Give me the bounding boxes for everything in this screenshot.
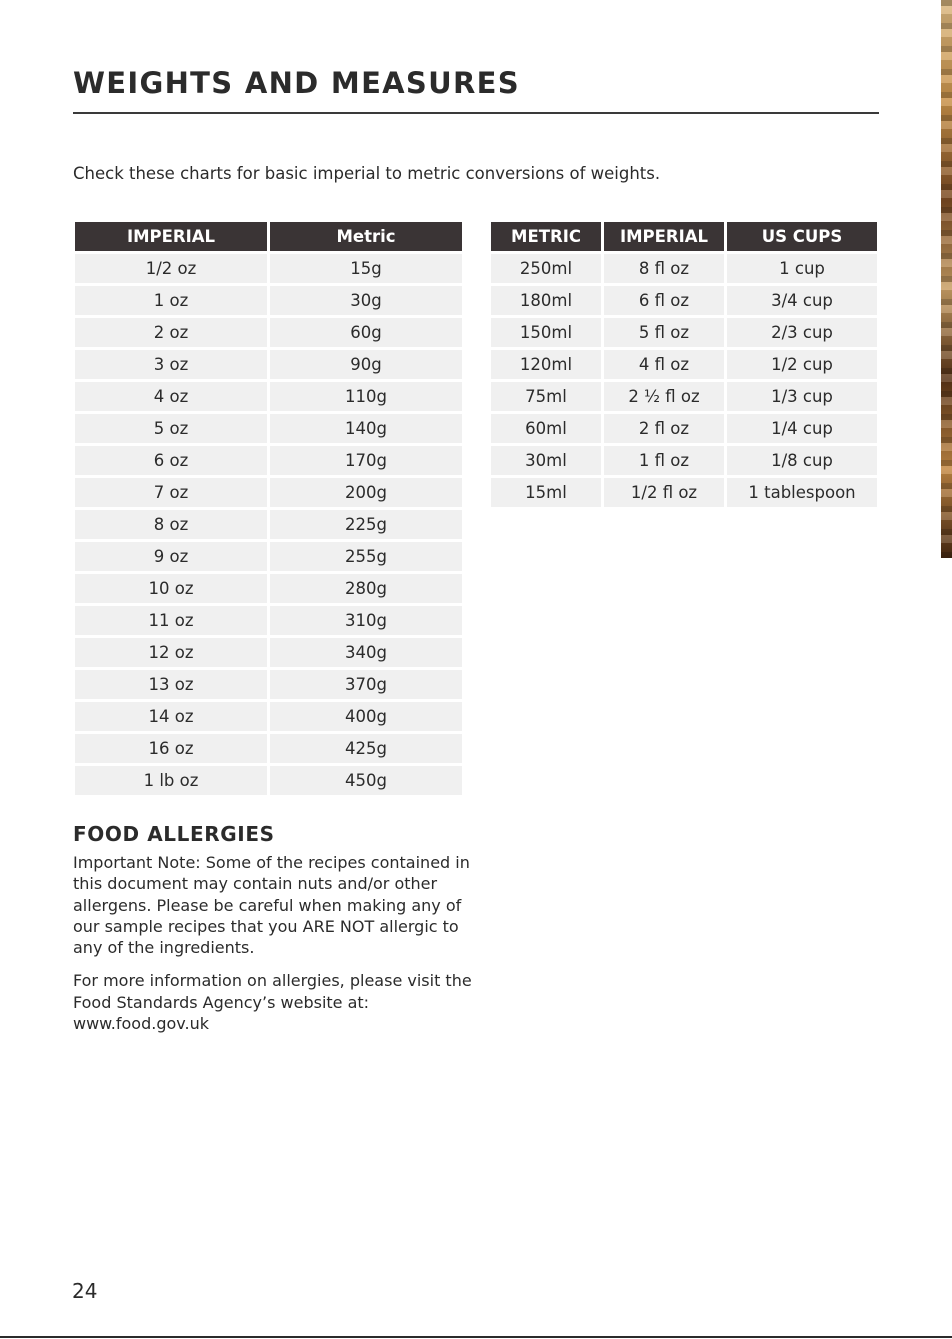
table-cell: 6 fl oz [604, 286, 724, 315]
intro-text: Check these charts for basic imperial to metric conversions of weights. [73, 164, 661, 183]
table-cell: 2/3 cup [727, 318, 877, 347]
table-row [491, 350, 877, 379]
page-number: 24 [72, 1279, 98, 1303]
table-cell: 180ml [491, 286, 601, 315]
table-cell: 8 fl oz [604, 254, 724, 283]
table-cell: 140g [270, 414, 462, 443]
table-row [75, 702, 462, 731]
allergies-info: For more information on allergies, please visit the Food Standards Agency’s website at: www.food.gov.uk [73, 971, 472, 1034]
table-cell: 170g [270, 446, 462, 475]
table-cell: 5 fl oz [604, 318, 724, 347]
allergies-heading: FOOD ALLERGIES [73, 822, 275, 846]
table-cell: 110g [270, 382, 462, 411]
table-row [75, 638, 462, 667]
table-cell: 4 oz [75, 382, 267, 411]
food-allergies-section [73, 822, 473, 1046]
table-row [75, 734, 462, 763]
table-row [491, 382, 877, 411]
table-row [75, 254, 462, 283]
table-row [75, 286, 462, 315]
table-cell: 14 oz [75, 702, 267, 731]
table-cell: 340g [270, 638, 462, 667]
table-cell: 16 oz [75, 734, 267, 763]
table-cell: 30g [270, 286, 462, 315]
table-row [75, 574, 462, 603]
table-cell: 1 lb oz [75, 766, 267, 795]
weights-conversion-table [72, 219, 465, 798]
table-cell: 5 oz [75, 414, 267, 443]
weights-table-body [75, 254, 462, 795]
table-cell: 4 fl oz [604, 350, 724, 379]
table-cell: 12 oz [75, 638, 267, 667]
table-row [75, 478, 462, 507]
table-row [491, 446, 877, 475]
table-cell: 2 oz [75, 318, 267, 347]
table-cell: 120ml [491, 350, 601, 379]
table-row [75, 318, 462, 347]
allergies-note: Important Note: Some of the recipes contained in this document may contain nuts and/or other allergens. Please be careful when making any of our sample recipes that you ARE NOT allergic to any of the ingredients. [73, 853, 470, 958]
table-cell: 1/4 cup [727, 414, 877, 443]
table-cell: 425g [270, 734, 462, 763]
table-cell: 1 fl oz [604, 446, 724, 475]
table-cell: 225g [270, 510, 462, 539]
table-row [491, 478, 877, 507]
table-cell: 3 oz [75, 350, 267, 379]
table-row [75, 510, 462, 539]
table-cell: 10 oz [75, 574, 267, 603]
table-row [75, 670, 462, 699]
table-cell: 450g [270, 766, 462, 795]
table-row [491, 254, 877, 283]
table-cell: 13 oz [75, 670, 267, 699]
table-row [75, 446, 462, 475]
table-cell: 1 tablespoon [727, 478, 877, 507]
table-row [75, 766, 462, 795]
liquids-conversion-table [488, 219, 880, 510]
column-header: IMPERIAL [75, 222, 267, 251]
table-row [75, 350, 462, 379]
table-cell: 255g [270, 542, 462, 571]
column-header: IMPERIAL [604, 222, 724, 251]
table-cell: 6 oz [75, 446, 267, 475]
table-cell: 90g [270, 350, 462, 379]
bottom-divider [0, 1336, 952, 1338]
table-cell: 30ml [491, 446, 601, 475]
table-cell: 8 oz [75, 510, 267, 539]
table-row [491, 318, 877, 347]
table-row [75, 542, 462, 571]
table-row [75, 382, 462, 411]
table-cell: 7 oz [75, 478, 267, 507]
table-cell: 1/2 oz [75, 254, 267, 283]
table-cell: 60g [270, 318, 462, 347]
table-row [75, 606, 462, 635]
table-row [75, 414, 462, 443]
table-cell: 60ml [491, 414, 601, 443]
table-header-row [75, 222, 462, 251]
table-cell: 1 oz [75, 286, 267, 315]
table-cell: 1/8 cup [727, 446, 877, 475]
table-cell: 1 cup [727, 254, 877, 283]
table-cell: 310g [270, 606, 462, 635]
table-row [491, 414, 877, 443]
table-row [491, 286, 877, 315]
table-cell: 1/3 cup [727, 382, 877, 411]
title-divider [73, 112, 879, 114]
table-cell: 15ml [491, 478, 601, 507]
table-cell: 2 ½ fl oz [604, 382, 724, 411]
table-cell: 370g [270, 670, 462, 699]
table-cell: 200g [270, 478, 462, 507]
table-header-row [491, 222, 877, 251]
table-cell: 400g [270, 702, 462, 731]
table-cell: 75ml [491, 382, 601, 411]
table-cell: 1/2 fl oz [604, 478, 724, 507]
liquids-table-body [491, 254, 877, 507]
table-cell: 250ml [491, 254, 601, 283]
column-header: US CUPS [727, 222, 877, 251]
table-cell: 150ml [491, 318, 601, 347]
table-cell: 9 oz [75, 542, 267, 571]
column-header: METRIC [491, 222, 601, 251]
page-title: WEIGHTS AND MEASURES [73, 66, 520, 100]
table-cell: 280g [270, 574, 462, 603]
edge-food-photo [941, 0, 952, 558]
table-cell: 15g [270, 254, 462, 283]
table-cell: 3/4 cup [727, 286, 877, 315]
table-cell: 2 fl oz [604, 414, 724, 443]
table-cell: 11 oz [75, 606, 267, 635]
table-cell: 1/2 cup [727, 350, 877, 379]
column-header: Metric [270, 222, 462, 251]
